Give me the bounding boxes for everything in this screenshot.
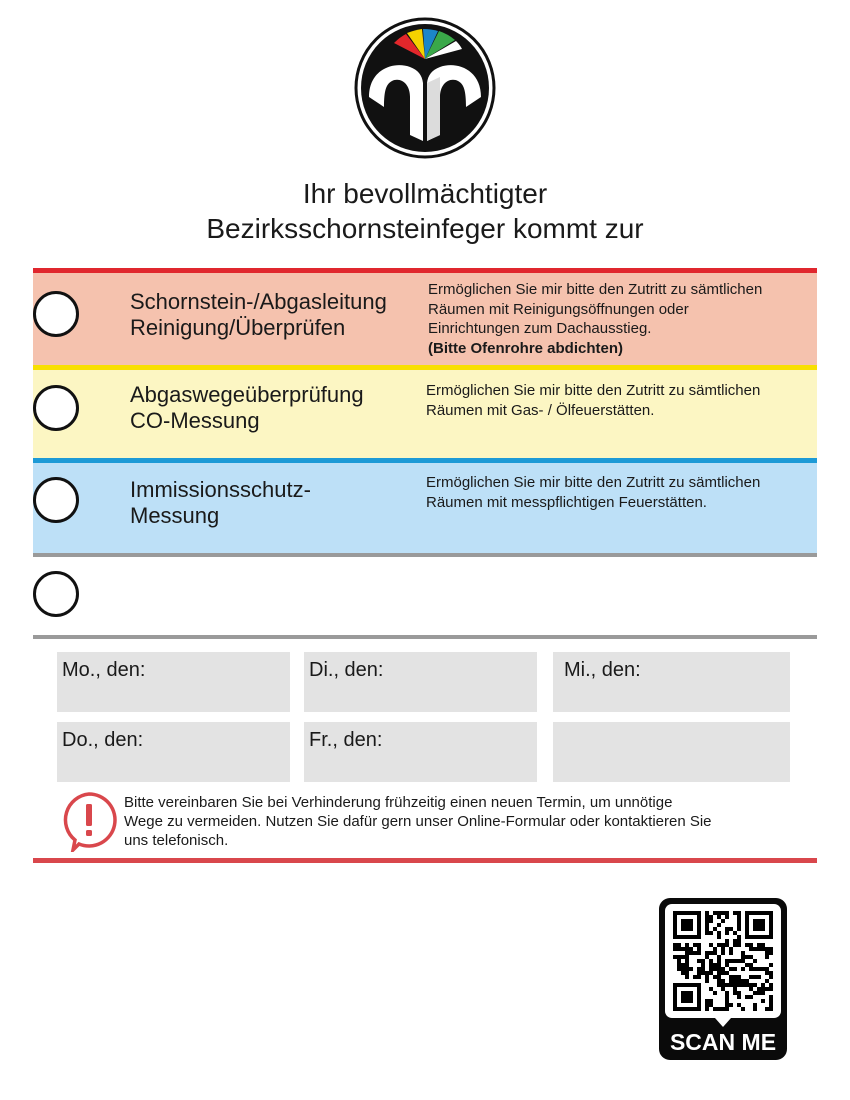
service-title-line: Schornstein-/Abgasleitung	[130, 289, 387, 314]
band-top-line	[33, 458, 817, 463]
service-title-exhaust	[130, 382, 364, 434]
day-field-extra[interactable]	[553, 722, 790, 782]
qr-code-area	[665, 904, 781, 1018]
service-desc-line: Ermöglichen Sie mir bitte den Zutritt zu sämtlichen	[426, 474, 761, 491]
service-desc-line: Ermöglichen Sie mir bitte den Zutritt zu sämtlichen	[428, 281, 763, 298]
day-label: Fr., den:	[309, 729, 383, 751]
qr-code-card[interactable]	[659, 898, 787, 1060]
day-label: Mo., den:	[62, 659, 146, 681]
service-checkbox-other[interactable]	[33, 571, 79, 617]
service-title-line: Abgaswegeüberprüfung	[130, 382, 364, 407]
service-desc-bold: (Bitte Ofenrohre abdichten)	[428, 339, 624, 357]
notice-line: uns telefonisch.	[124, 832, 229, 849]
chimney-sweep-guild-emblem-icon	[354, 17, 496, 159]
band-top-line	[33, 365, 817, 370]
divider-line	[33, 553, 817, 557]
service-desc-line: Räumen mit Reinigungsöffnungen oder	[428, 300, 689, 318]
service-desc-line: Räumen mit messpflichtigen Feuerstätten.	[426, 493, 707, 511]
day-field-wednesday[interactable]	[553, 652, 790, 712]
service-checkbox-exhaust[interactable]	[33, 385, 79, 431]
qr-pointer	[715, 1018, 731, 1027]
service-title-line: Immissionsschutz-	[130, 477, 311, 502]
service-checkbox-chimney[interactable]	[33, 291, 79, 337]
service-title-emission	[130, 477, 311, 529]
service-checkbox-emission[interactable]	[33, 477, 79, 523]
notice-text	[124, 793, 712, 850]
day-label: Do., den:	[62, 729, 144, 751]
day-field-thursday[interactable]	[57, 722, 290, 782]
bottom-red-line	[33, 858, 817, 863]
day-field-tuesday[interactable]	[304, 652, 537, 712]
notice-line: Bitte vereinbaren Sie bei Verhinderung frühzeitig einen neuen Termin, um unnötige	[124, 794, 673, 811]
day-label: Di., den:	[309, 659, 384, 681]
service-title-line: Reinigung/Überprüfen	[130, 315, 346, 340]
exclamation-speech-bubble-icon	[61, 792, 117, 852]
service-desc-line: Räumen mit Gas- / Ölfeuerstätten.	[426, 401, 655, 419]
title-line-1: Ihr bevollmächtigter	[302, 178, 548, 209]
title-line-2: Bezirksschornsteinfeger kommt zur	[206, 213, 644, 244]
service-title-line: Messung	[130, 503, 220, 528]
service-title-line: CO-Messung	[130, 408, 260, 433]
service-title-chimney	[130, 289, 387, 341]
divider-line	[33, 635, 817, 639]
service-desc-line: Ermöglichen Sie mir bitte den Zutritt zu sämtlichen	[426, 382, 761, 399]
day-label: Mi., den:	[564, 659, 641, 681]
service-desc-chimney	[428, 280, 762, 358]
band-top-line	[33, 268, 817, 273]
notice-line: Wege zu vermeiden. Nutzen Sie dafür gern unser Online-Formular oder kontaktieren Sie	[124, 813, 712, 830]
service-desc-exhaust	[426, 381, 760, 420]
page-title	[0, 176, 850, 246]
service-desc-line: Einrichtungen zum Dachausstieg.	[428, 320, 652, 337]
qr-code-icon	[665, 904, 781, 1018]
day-field-friday[interactable]	[304, 722, 537, 782]
qr-scan-label: SCAN ME	[669, 1029, 777, 1055]
day-field-monday[interactable]	[57, 652, 290, 712]
service-desc-emission	[426, 473, 760, 512]
